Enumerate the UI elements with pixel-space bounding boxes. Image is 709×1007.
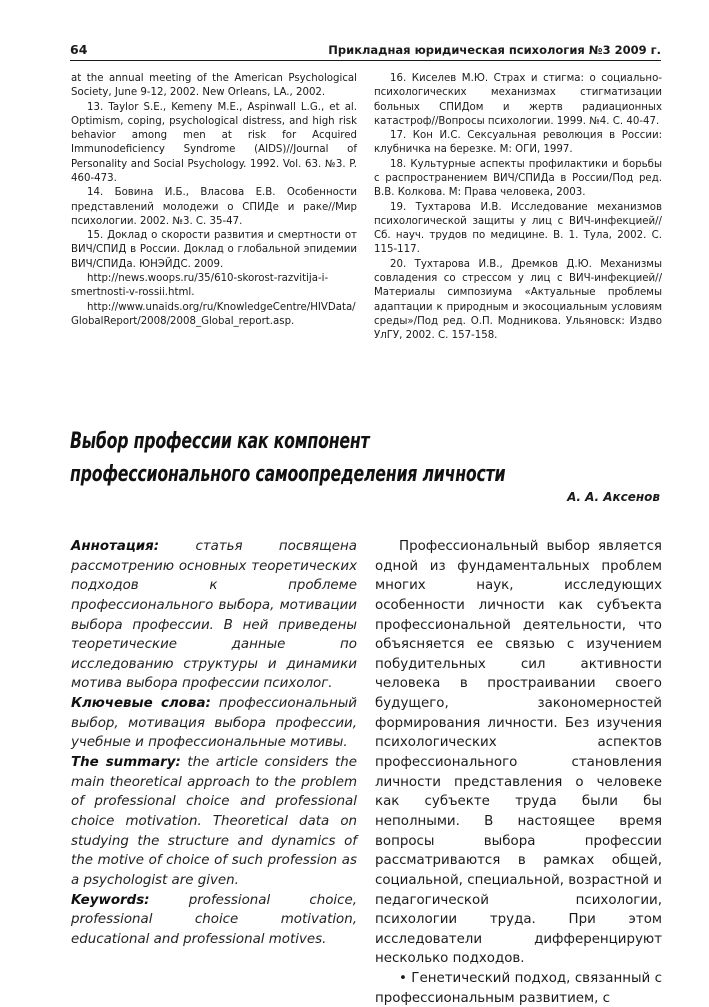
reference-link[interactable]: http://www.unaids.org/ru/KnowledgeCentre/HIVData/GlobalReport/2008/2008_Global_report.asp. (71, 301, 356, 327)
keywords-text: профессиональный выбор, мотивация выбора профессии, учебные и профессиональные мотивы. (71, 696, 358, 751)
reference-item: at the annual meeting of the American Psychological Society, June 9-12, 2002. New Orleans, LA., 2002. (71, 73, 357, 99)
reference-item: 20. Тухтарова И.В., Дремков Д.Ю. Механизмы совладения со стрессом у лиц с ВИЧ-инфекцией//Материалы симпозиума «Актуальные проблемы адаптации к природным и экосоциальным условиям среды»/Под ред. О.П. Модникова. Ульяновск: Издво УлГУ, 2002. С. 157-158. (374, 258, 662, 342)
annotation-text: статья посвящена рассмотрению основных теоретических подходов к проблеме профессионального выбора, мотивации выбора профессии. В ней приведены теоретические данные по исследованию структуры и динамики мотива выбора профессии психолог. (71, 539, 357, 692)
abstract-column (71, 537, 357, 949)
reference-item: 17. Кон И.С. Сексуальная революция в России: клубничка на березке. М: ОГИ, 1997. (374, 130, 662, 156)
reference-item: 16. Киселев М.Ю. Страх и стигма: о социально-психологических механизмах стигматизации больных СПИДом и жертв радиационных катастроф//Вопросы психологии. 1999. №4. С. 40-47. (374, 73, 662, 127)
journal-title: Прикладная юридическая психология №3 2009 г. (328, 43, 661, 57)
page-number: 64 (70, 42, 88, 57)
page-header (70, 37, 661, 61)
reference-item: 18. Культурные аспекты профилактики и борьбы с распространением ВИЧ/СПИДа в России/Под ред. В.В. Колкова. М: Права человека, 2003. (374, 158, 662, 199)
article-body-column (375, 537, 662, 1007)
reference-item: 14. Бовина И.Б., Власова Е.В. Особенности представлений молодежи о СПИДе и раке//Мир психологии. 2002. №3. С. 35-47. (71, 187, 357, 227)
reference-link[interactable]: http://news.woops.ru/35/610-skorost-razvitija-i-smertnosti-v-rossii.html. (71, 272, 329, 299)
reference-item: 15. Доклад о скорости развития и смертности от ВИЧ/СПИД в России. Доклад о глобальной эпидемии ВИЧ/СПИДа. ЮНЭЙДС. 2009. (71, 230, 357, 270)
references-left-column (71, 72, 357, 329)
body-paragraph: • Генетический подход, связанный с профессиональным развитием, с (375, 971, 662, 1006)
article-author: А. А. Аксенов (567, 490, 660, 504)
keywords-label: Ключевые слова: (71, 696, 211, 712)
article-title-line: профессионального самоопределения личности (70, 460, 506, 487)
keywords-en-label: Keywords: (71, 892, 150, 908)
summary-label: The summary: (71, 755, 181, 771)
body-paragraph: Профессиональный выбор является одной из фундаментальных проблем многих наук, исследующих особенности личности как субъекта профессиональной деятельности, что объясняется ее связью с изучением побудительных сил активности человека в простраивании своего будущего, закономерностей формирования личности. Без изучения психологических аспектов профессионального становления личности представления о человеке как субъекте труда были бы неполными. В настоящее время вопросы выбора профессии рассматриваются в рамках общей, социальной, специальной, возрастной и педагогической психологии, психологии труда. При этом исследователи дифференцируют несколько подходов. (375, 539, 662, 967)
reference-item: 13. Taylor S.E., Kemeny M.E., Aspinwall L.G., et al. Optimism, coping, psychological distress, and high risk behavior among men at risk for Acquired Immunodeficiency Syndrome (AIDS)//Journal of Personality and Social Psychology. 1992. Vol. 63. №3. P. 460-473. (71, 101, 357, 184)
references-right-column (374, 72, 662, 343)
article-title-line: Выбор профессии как компонент (70, 428, 370, 454)
annotation-label: Аннотация: (71, 539, 160, 554)
article-title (70, 425, 538, 490)
reference-item: 19. Тухтарова И.В. Исследование механизмов психологической защиты у лиц с ВИЧ-инфекцией//Сб. науч. трудов по медицине. В. 1. Тула, 2002. С. 115-117. (374, 201, 662, 256)
summary-text: the article considers the main theoretical approach to the problem of professional choice and professional choice motivation. Theoretical data on studying the structure and dynamics of the motive of choice of such profession as a psychologist are given. (71, 755, 357, 888)
keywords-en-text: professional choice, professional choice motivation, educational and professional motives. (71, 892, 357, 947)
